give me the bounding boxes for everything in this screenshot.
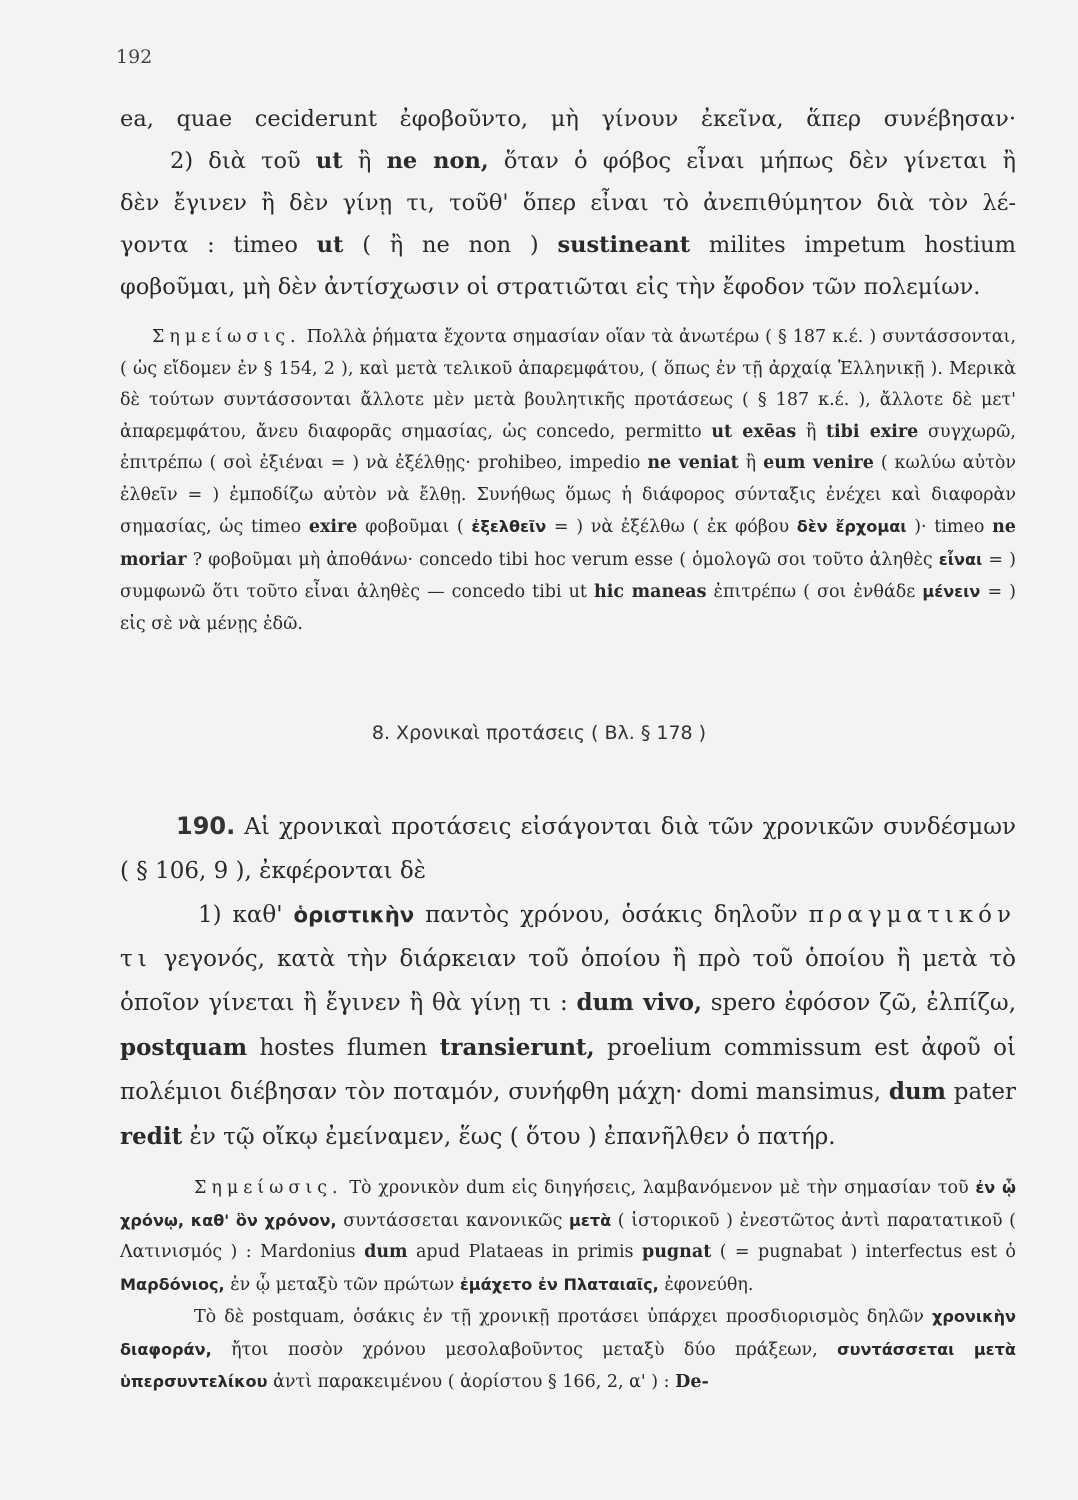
text-line: δὲν ἔγινεν ἢ δὲν γίνῃ τι, τοῦθ' ὅπερ εἶναι τὸ ἀνεπιθύμητον διὰ τὸν λέ- bbox=[120, 190, 1016, 216]
note-text: Σημείωσις. Τὸ χρονικὸν dum εἰς διηγήσεις, λαμβανόμενον μὲ τὴν σημασίαν τοῦ ἐν ᾧ χρόνῳ, καθ' ὃν χρόνον, συντάσσεται κανονικῶς μετὰ ( ἱστορικοῦ ) ἐνεστῶτος ἀντὶ παρατατικοῦ ( Λατινισμός ) : Mardonius dum apud Plataeas in primis pugnat ( = pugnabat ) interfectus est ὁ Μαρδόνιος, ἐν ᾧ μεταξὺ τῶν πρώτων ἐμάχετο ἐν Πλαταιαῖς, ἐφονεύθη. bbox=[120, 1178, 1016, 1295]
text-line: φοβοῦμαι, μὴ δὲν ἀντίσχωσιν οἱ στρατιῶται εἰς τὴν ἔφοδον τῶν πολεμίων. bbox=[120, 274, 981, 300]
note-text: Τὸ δὲ postquam, ὁσάκις ἐν τῇ χρονικῇ προτάσει ὑπάρχει προσδιορισμὸς δηλῶν χρονικὴν διαφοράν, ἤτοι ποσὸν χρόνου μεσολαβοῦντος μεταξὺ δύο πράξεων, συντάσσεται μετὰ ὑπερσυντελίκου ἀντὶ παρακειμένου ( ἀορίστου § 166, 2, α' ) : De- bbox=[120, 1307, 1016, 1392]
continuation-paragraph bbox=[120, 98, 1016, 308]
section-number: 190. bbox=[176, 812, 236, 840]
section-190 bbox=[120, 805, 1016, 1159]
page-number: 192 bbox=[116, 46, 153, 68]
text-line: ea, quae ceciderunt ἐφοβοῦντο, μὴ γίνουν ἐκεῖνα, ἅπερ συνέβησαν· bbox=[120, 106, 1016, 132]
note-paragraph-2 bbox=[120, 1172, 1016, 1399]
text-line: 2) διὰ τοῦ ut ἢ ne non, ὅταν ὁ φόβος εἶναι μήπως δὲν γίνεται ἢ bbox=[170, 148, 1016, 174]
text-line: γοντα : timeo ut ( ἢ ne non ) sustineant milites impetum hostium bbox=[120, 232, 1017, 258]
note-label: Σημείωσις. bbox=[194, 1178, 343, 1198]
section-intro: 190. Αἱ χρονικαὶ προτάσεις εἰσάγονται διὰ τῶν χρονικῶν συνδέσμων ( § 106, 9 ), ἐκφέρονται δὲ bbox=[120, 812, 1016, 884]
note-text: Σημείωσις. Πολλὰ ῥήματα ἔχοντα σημασίαν οἵαν τὰ ἀνωτέρω ( § 187 κ.έ. ) συντάσσονται, ( ὡς εἴδομεν ἐν § 154, 2 ), καὶ μετὰ τελικοῦ ἀπαρεμφάτου, ( ὅπως ἐν τῇ ἀρχαίᾳ Ἑλληνικῇ ). Μερικὰ δὲ τούτων συντάσσονται ἄλλοτε μὲν μετὰ βουλητικῆς προτάσεως ( § 187 κ.έ. ), ἄλλοτε δὲ μετ' ἀπαρεμφάτου, ἄνευ διαφορᾶς σημασίας, ὡς concedo, permitto ut exēas ἢ tibi exire συγχωρῶ, ἐπιτρέπω ( σοὶ ἐξιέναι = ) νὰ ἐξέλθῃς· prohibeo, impedio ne veniat ἢ eum venire ( κωλύω αὐτὸν ἐλθεῖν = ) ἐμποδίζω αὐτὸν νὰ ἔλθῃ. Συνήθως ὅμως ἡ διάφορος σύνταξις ἐνέχει καὶ διαφορὰν σημασίας, ὡς timeo exire φοβοῦμαι ( ἐξελθεῖν = ) νὰ ἐξέλθω ( ἐκ φόβου δὲν ἔρχομαι )· timeo ne moriar ? φοβοῦμαι μὴ ἀποθάνω· concedo tibi hoc verum esse ( ὁμολογῶ σοι τοῦτο ἀληθὲς εἶναι = ) συμφωνῶ ὅτι τοῦτο εἶναι ἀληθὲς — concedo tibi ut hic maneas ἐπιτρέπω ( σοι ἐνθάδε μένειν = ) εἰς σὲ νὰ μένῃς ἐδῶ. bbox=[120, 327, 1016, 634]
note-label: Σημείωσις. bbox=[152, 327, 301, 347]
note-paragraph-1 bbox=[120, 322, 1016, 640]
section-heading: 8. Χρονικαὶ προτάσεις ( Βλ. § 178 ) bbox=[371, 722, 707, 744]
section-rule-1: 1) καθ' ὁριστικὴν παντὸς χρόνου, ὁσάκις δηλοῦν πραγματικόν τι γεγονός, κατὰ τὴν διάρκειαν τοῦ ὁποίου ἢ πρὸ τοῦ ὁποίου ἢ μετὰ τὸ ὁποῖον γίνεται ἢ ἔγινεν ἢ θὰ γίνῃ τι : dum vivo, spero ἐφόσον ζῶ, ἐλπίζω, postquam hostes flumen transierunt, proelium commissum est ἀφοῦ οἱ πολέμιοι διέβησαν τὸν ποταμόν, συνήφθη μάχη· domi mansimus, dum pater redit ἐν τῷ οἴκῳ ἐμείναμεν, ἕως ( ὅτου ) ἐπανῆλθεν ὁ πατήρ. bbox=[120, 902, 1017, 1150]
